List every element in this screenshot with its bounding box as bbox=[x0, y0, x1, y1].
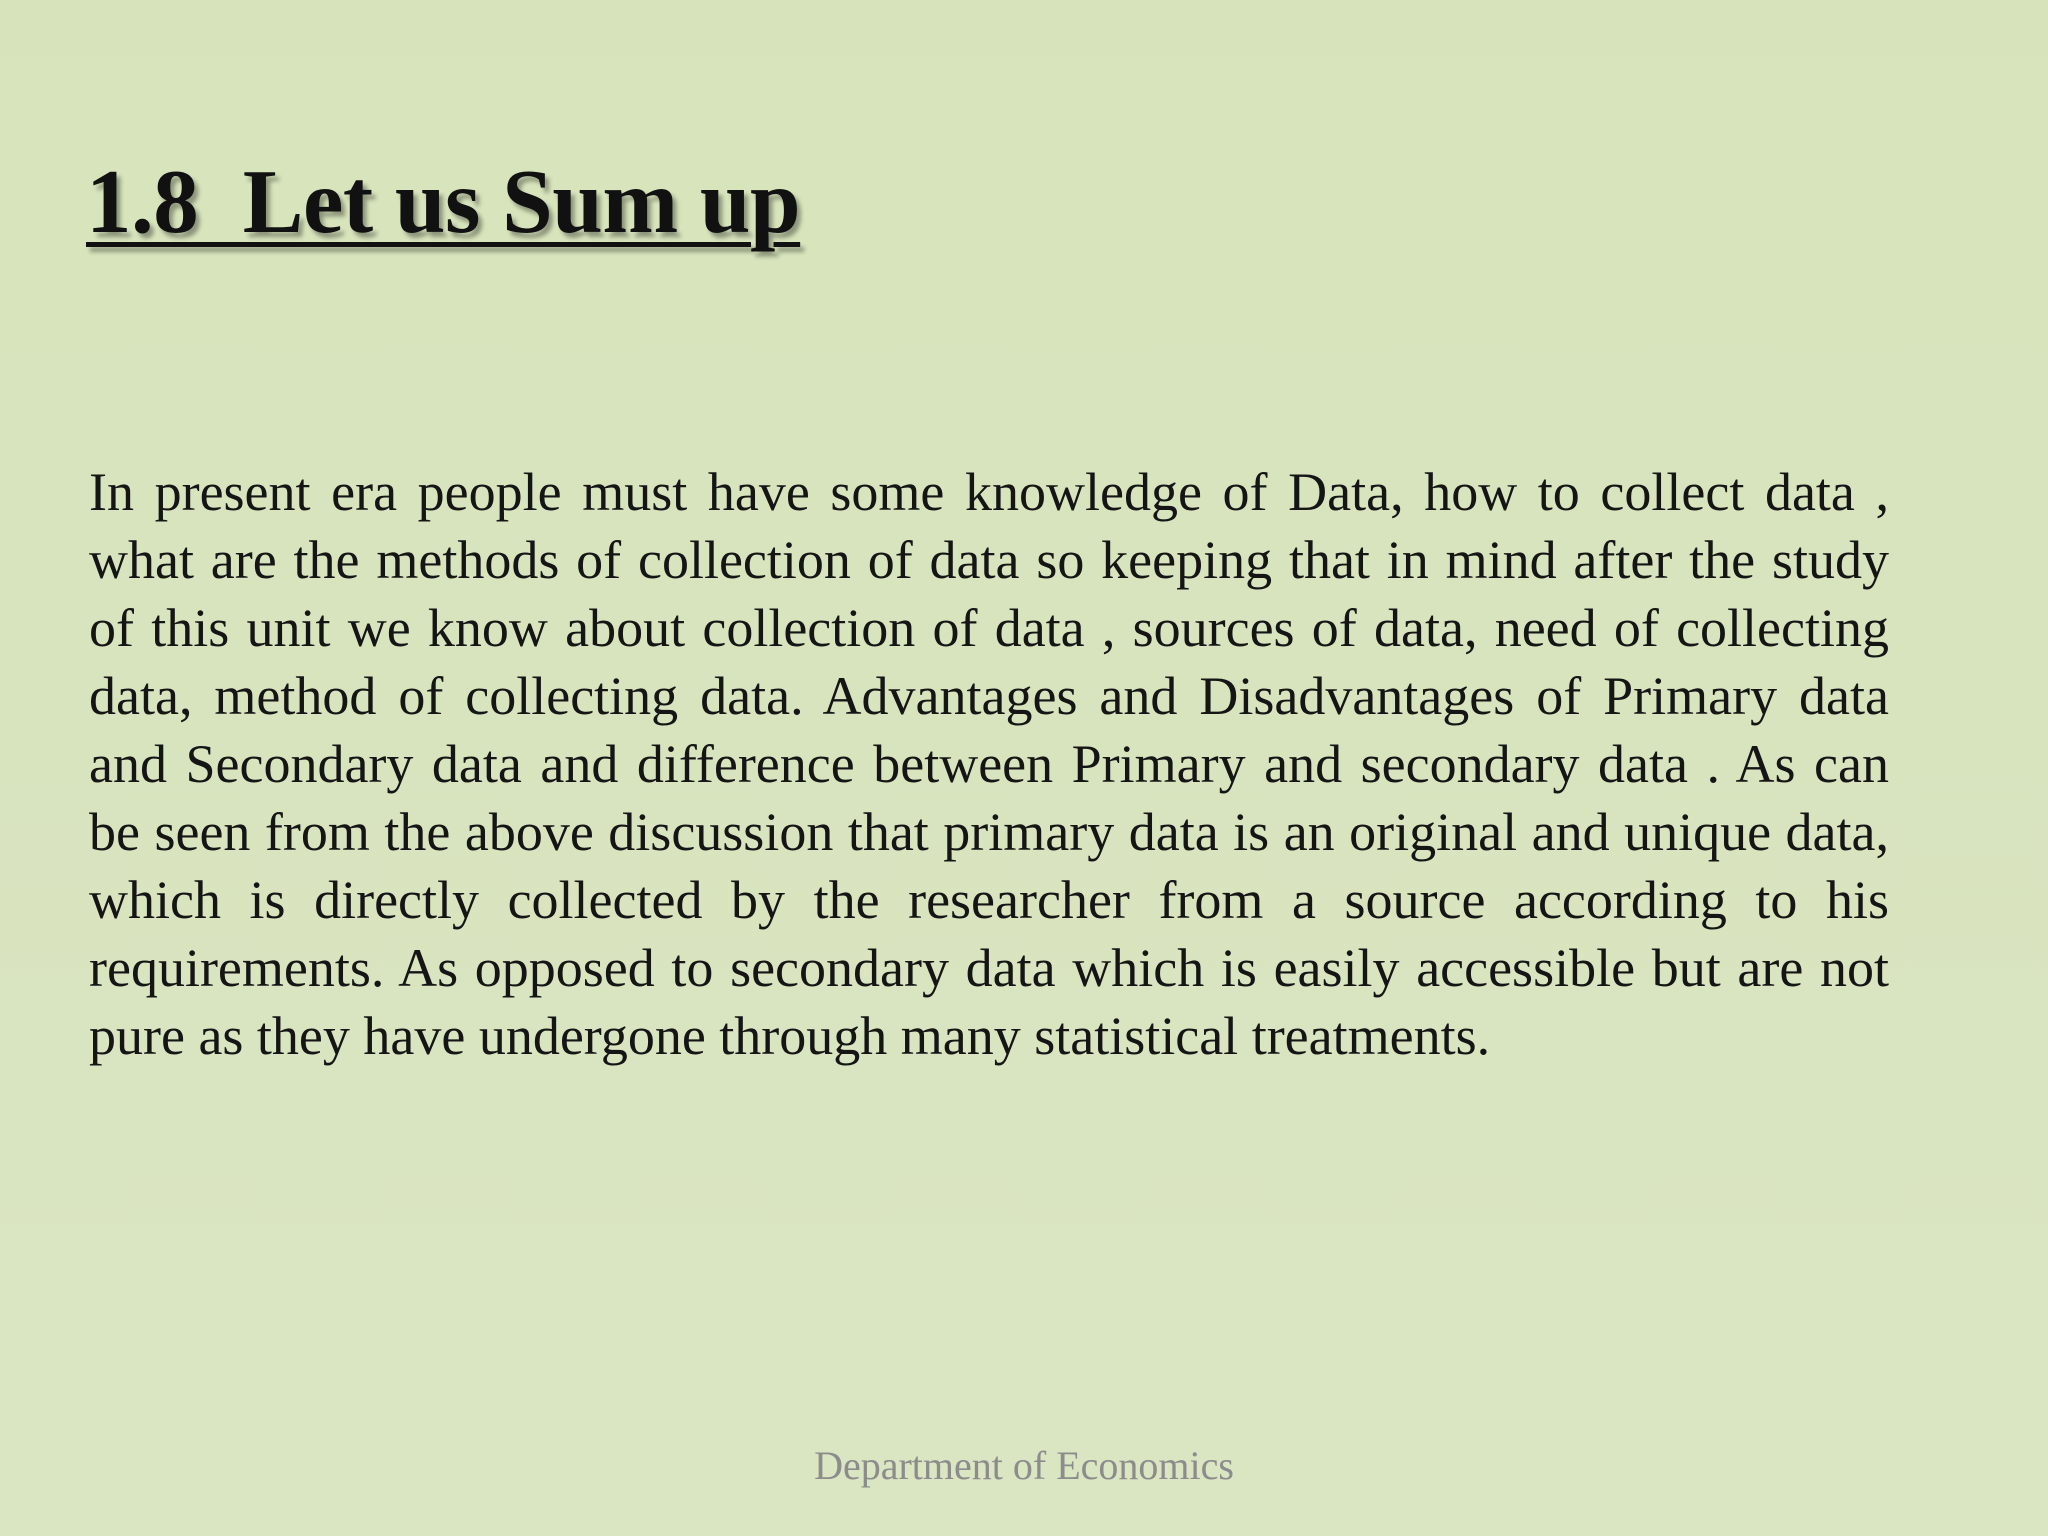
footer-text: Department of Economics bbox=[814, 1443, 1234, 1488]
slide-title: 1.8 Let us Sum up bbox=[86, 151, 801, 252]
body-paragraph: In present era people must have some knowledge of Data, how to collect data , what are the methods of collection of data so keeping that in mind after the study of this unit we know about collection of data , sources of data, need of collecting data, method of collecting data. Advantages and Disadvantages of Primary data and Secondary data and difference between Primary and secondary data . As can be seen from the above discussion that primary data is an original and unique data, which is directly collected by the researcher from a source according to his requirements. As opposed to secondary data which is easily accessible but are not pure as they have undergone through many statistical treatments. bbox=[89, 462, 1889, 1066]
